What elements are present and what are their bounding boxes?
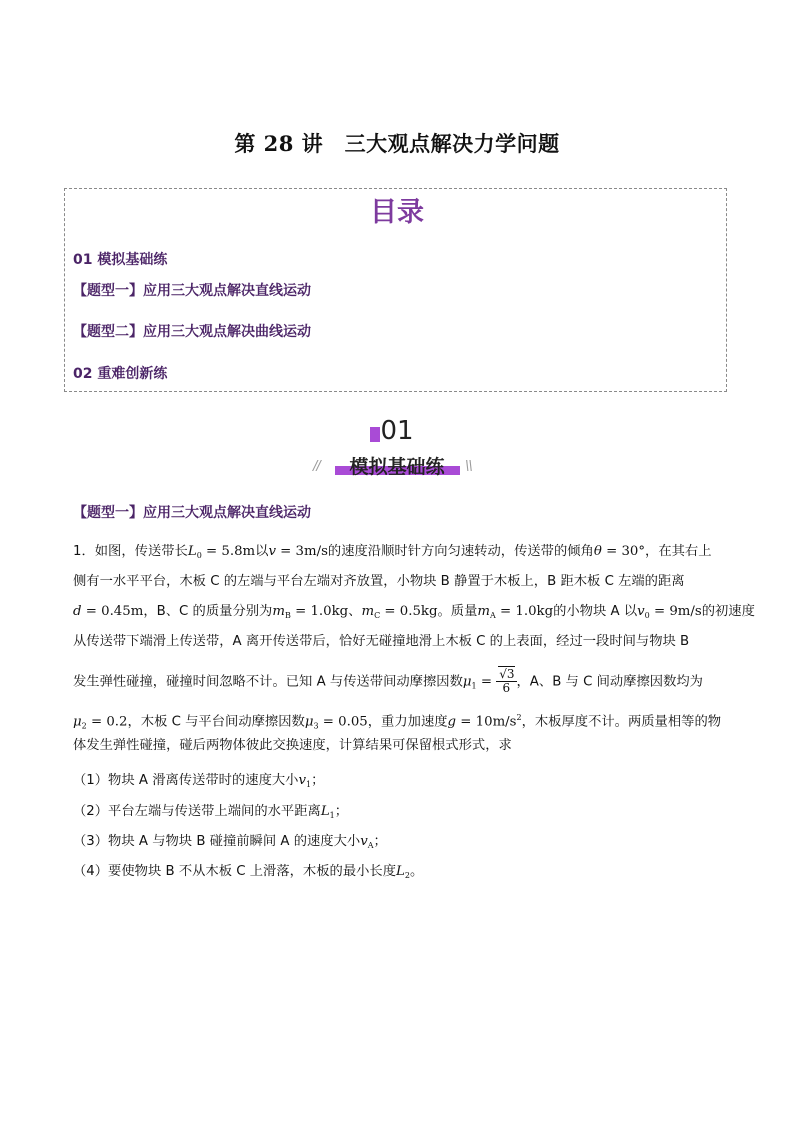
toc-item-basic-practice[interactable]: 01 模拟基础练 <box>73 252 168 268</box>
section-banner <box>0 452 794 482</box>
question-type-heading: 【题型一】应用三大观点解决直线运动 <box>73 505 311 521</box>
toc-item-type-two[interactable]: 【题型二】应用三大观点解决曲线运动 <box>73 324 311 340</box>
problem-line-5: 发生弹性碰撞，碰撞时间忽略不计。已知 A 与传送带间动摩擦因数$\mu_1$ = $\frac{√3}{6}$ ，A、B 与 C 间动摩擦因数均为 <box>73 667 703 695</box>
section-left-slash: // <box>313 459 320 474</box>
section-title: 模拟基础练 <box>349 456 445 478</box>
section-number: 01 <box>380 416 414 446</box>
section-right-slash: \\ <box>465 459 472 474</box>
toc-item-type-one[interactable]: 【题型一】应用三大观点解决直线运动 <box>73 283 311 299</box>
mu1-fraction: $\frac{√3}{6}$ <box>496 668 516 695</box>
problem-line-7: 体发生弹性碰撞，碰后两物体彼此交换速度，计算结果可保留根式形式，求 <box>73 738 512 753</box>
problem-line-1: 1．如图，传送带长$L_0 = 5.8m$以v = 3m/s的速度沿顺时针方向匀速转动，传送带的倾角θ = 30°，在其右上 <box>73 544 712 560</box>
page-title: 第 28 讲 三大观点解决力学问题 <box>234 131 560 156</box>
question-3: （3）物块 A 与物块 B 碰撞前瞬间 A 的速度大小$v_A$； <box>73 834 387 850</box>
toc-item-advanced-practice[interactable]: 02 重难创新练 <box>73 366 168 382</box>
problem-line-6: $\mu_2 = 0.2$，木板 C 与平台间动摩擦因数$\mu_3 = 0.05$，重力加速度$g = 10m/s^2$，木板厚度不计。两质量相等的物 <box>73 713 722 731</box>
question-2: （2）平台左端与传送带上端间的水平距离$L_1$； <box>73 804 349 820</box>
problem-line-2: 侧有一水平平台，木板 C 的左端与平台左端对齐放置，小物块 B 静置于木板上，B 距木板 C 左端的距离 <box>73 574 685 589</box>
question-1: （1）物块 A 滑离传送带时的速度大小$v_1$； <box>73 773 325 789</box>
problem-line-4: 从传送带下端滑上传送带，A 离开传送带后，恰好无碰撞地滑上木板 C 的上表面，经过一段时间与物块 B <box>73 634 690 649</box>
question-4: （4）要使物块 B 不从木板 C 上滑落，木板的最小长度$L_2$。 <box>73 864 424 880</box>
problem-line-3: d = 0.45m，B、C 的质量分别为$m_B = 1.0kg$、$m_C = 0.5kg$。质量$m_A = 1.0kg$的小物块 A 以$v_0 = 9m/s$的初速度 <box>73 604 755 620</box>
toc-heading: 目录 <box>370 197 424 228</box>
